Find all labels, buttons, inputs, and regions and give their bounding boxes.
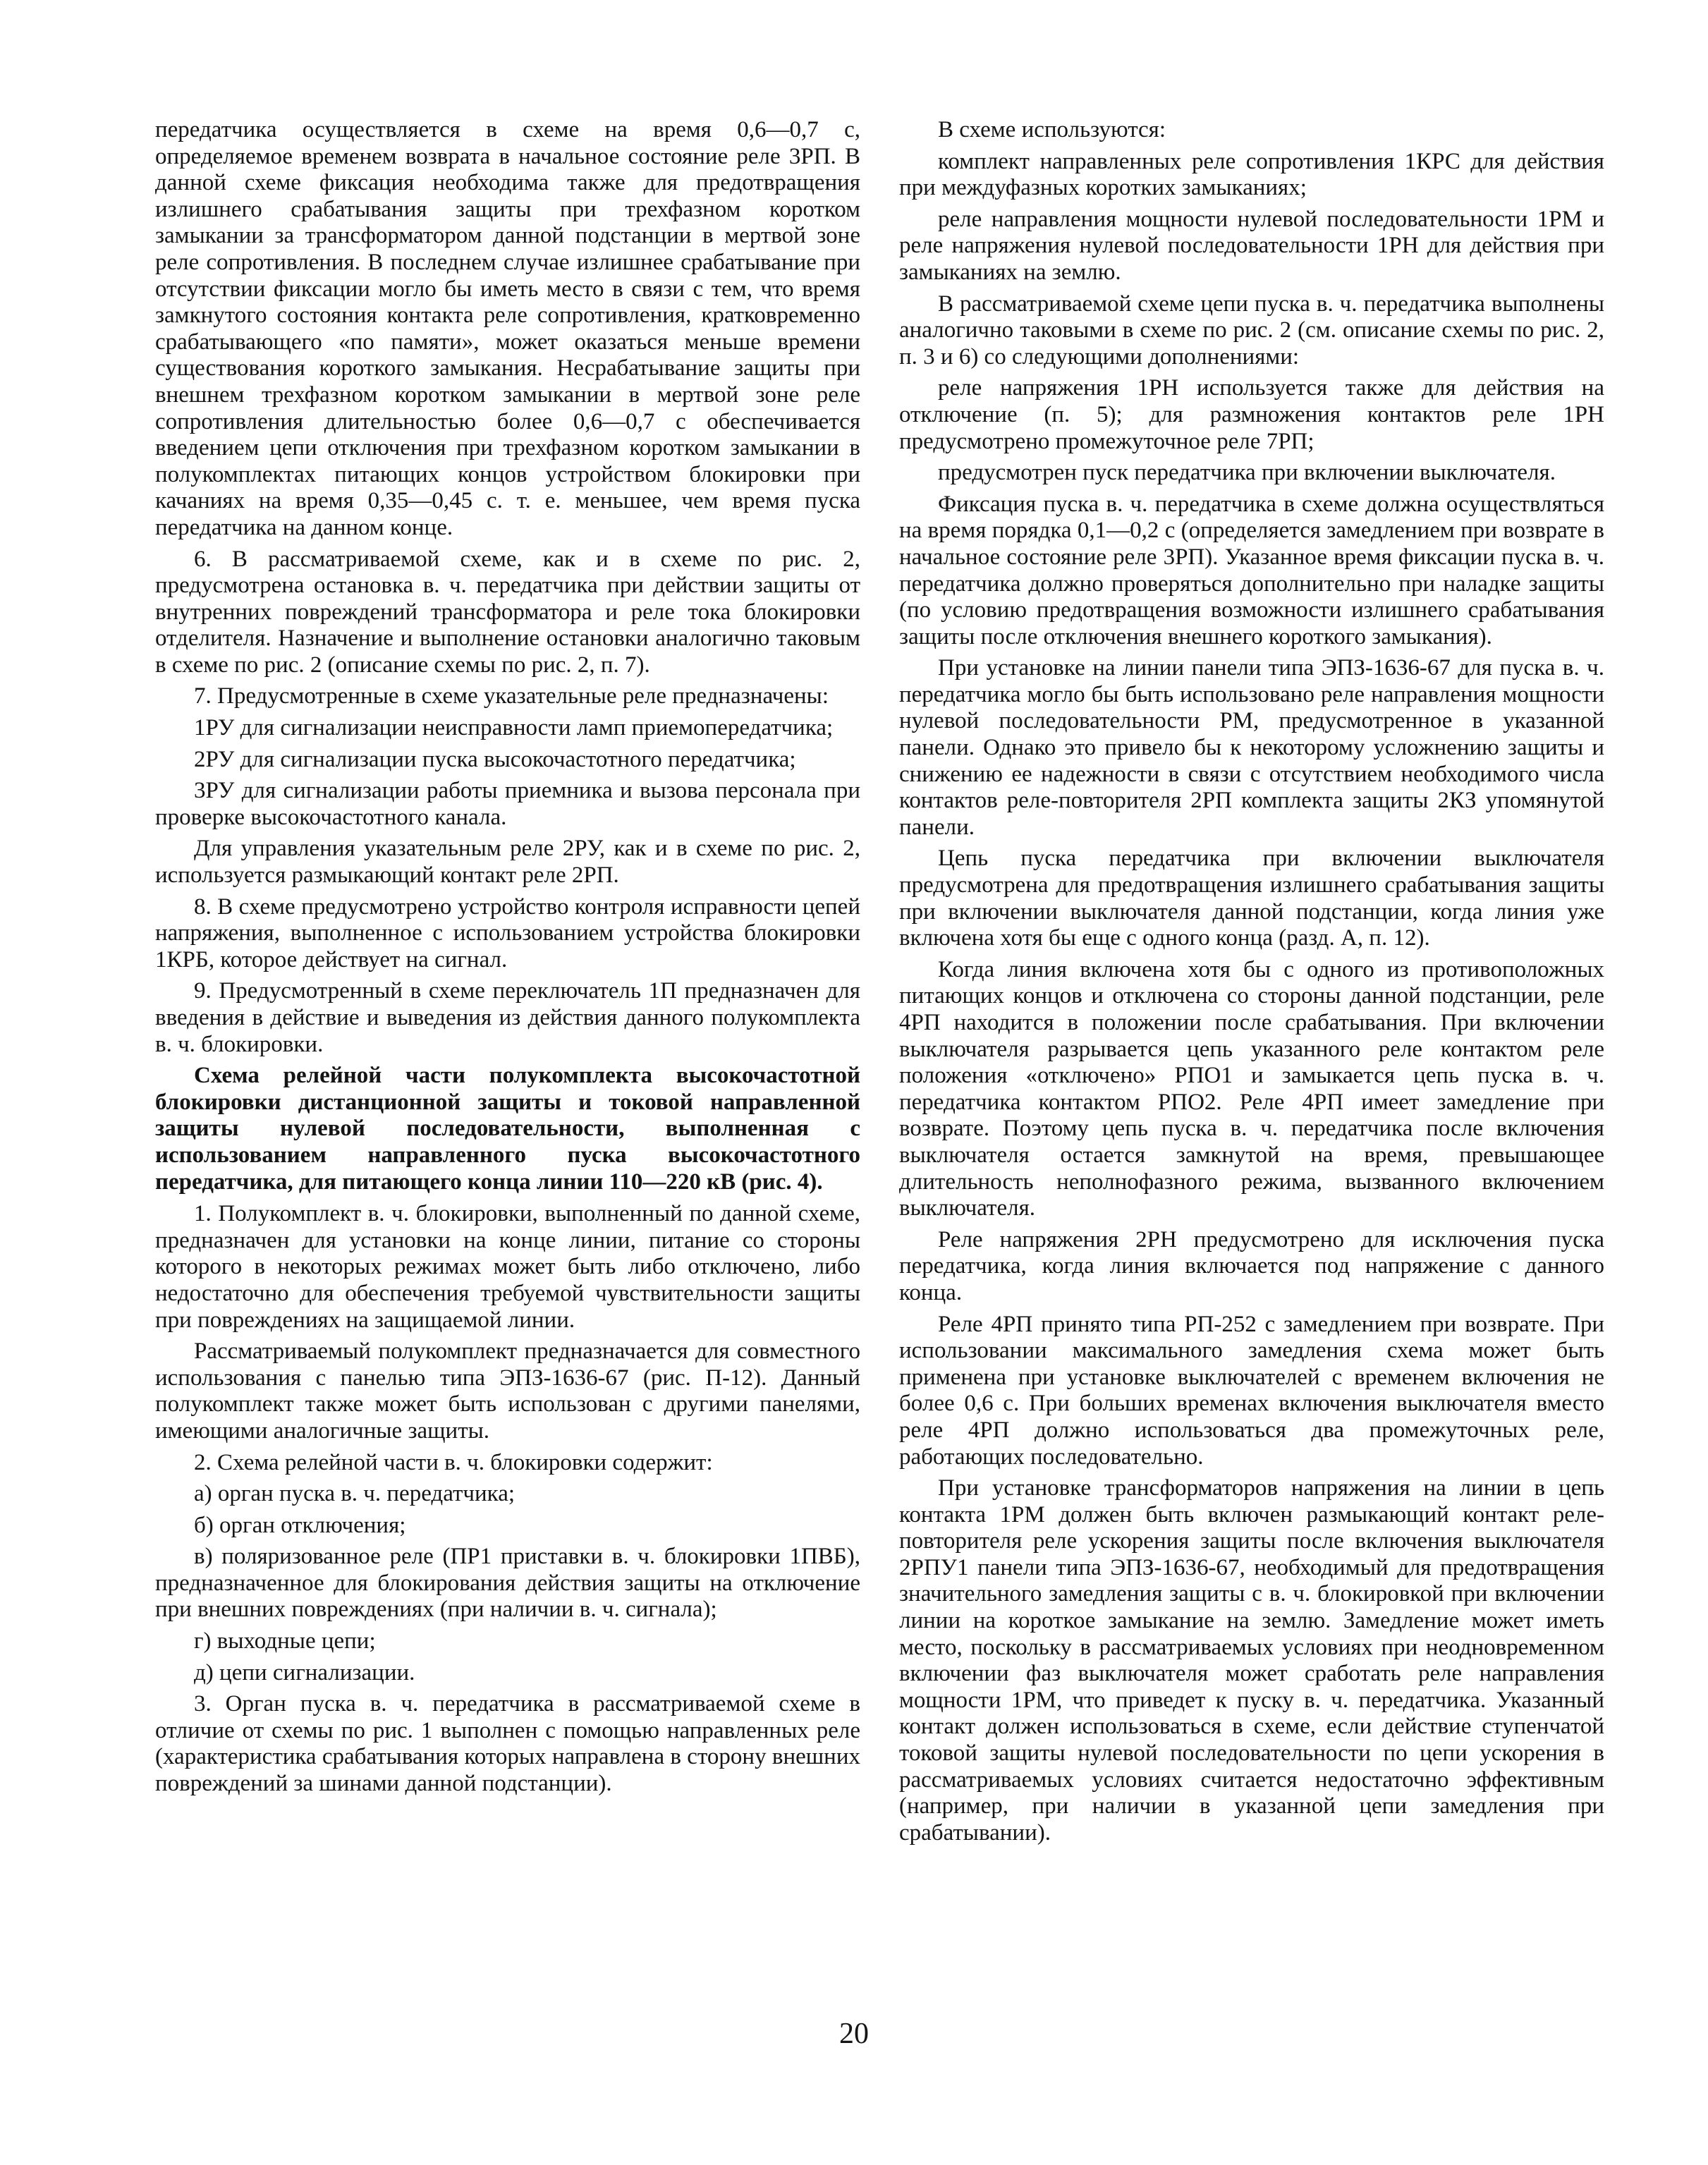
paragraph: В рассматриваемой схеме цепи пуска в. ч. передатчика выполнены аналогично таковыми в схеме по рис. 2 (см. описание схемы по рис. 2, п. 3 и 6) со следующими дополнениями: <box>899 291 1604 370</box>
paragraph: 8. В схеме предусмотрено устройство контроля исправности цепей напряжения, выполненное с использованием устройства блокировки 1КРБ, которое действует на сигнал. <box>155 894 860 972</box>
list-item: 3РУ для сигнализации работы приемника и вызова персонала при проверке высокочастотного канала. <box>155 778 860 830</box>
paragraph: 3. Орган пуска в. ч. передатчика в рассматриваемой схеме в отличие от схемы по рис. 1 выполнен с помощью направленных реле (характеристика срабатывания которых направлена в сторону внешних повреждений за шинами данной подстанции). <box>155 1691 860 1797</box>
list-item: реле напряжения 1РН используется также для действия на отключение (п. 5); для размножения контактов реле 1РН предусмотрено промежуточное реле 7РП; <box>899 375 1604 454</box>
paragraph: Реле напряжения 2РН предусмотрено для исключения пуска передатчика, когда линия включается под напряжение с данного конца. <box>899 1226 1604 1305</box>
paragraph: Цепь пуска передатчика при включении выключателя предусмотрена для предотвращения излишнего срабатывания защиты при включении выключателя данной подстанции, когда линия уже включена хотя бы еще с одного конца (разд. А, п. 12). <box>899 846 1604 951</box>
right-column <box>899 117 1604 1851</box>
paragraph: 6. В рассматриваемой схеме, как и в схеме по рис. 2, предусмотрена остановка в. ч. передатчика при действии защиты от внутренних повреждений трансформатора и реле тока блокировки отделителя. Назначение и выполнение остановки аналогично таковым в схеме по рис. 2 (описание схемы по рис. 2, п. 7). <box>155 546 860 678</box>
list-item: б) орган отключения; <box>194 1512 406 1538</box>
paragraph: При установке на линии панели типа ЭПЗ-1636-67 для пуска в. ч. передатчика могло бы быть использовано реле направления мощности нулевой последовательности РМ, предусмотренное в указанной панели. Однако это привело бы к некоторому усложнению защиты и снижению ее надежности в связи с отсутствием необходимого числа контактов реле-повторителя 2РП комплекта защиты 2КЗ упомянутой панели. <box>899 655 1604 840</box>
paragraph: Рассматриваемый полукомплект предназначается для совместного использования с панелью типа ЭПЗ-1636-67 (рис. П-12). Данный полукомплект также может быть использован с другими панелями, имеющими аналогичные защиты. <box>155 1338 860 1444</box>
list-item: реле направления мощности нулевой последовательности 1РМ и реле напряжения нулевой последовательности 1РН для действия при замыканиях на землю. <box>899 206 1604 285</box>
left-column <box>155 117 860 1803</box>
list-item: комплект направленных реле сопротивления 1КРС для действия при междуфазных коротких замыканиях; <box>899 148 1604 201</box>
paragraph: 1. Полукомплект в. ч. блокировки, выполненный по данной схеме, предназначен для установки на конце линии, питание со стороны которого в некоторых режимах может быть либо отключено, либо недостаточно для обеспечения требуемой чувствительности защиты при повреждениях на защищаемой линии. <box>155 1201 860 1333</box>
list-item: 2РУ для сигнализации пуска высокочастотного передатчика; <box>194 746 796 772</box>
paragraph: передатчика осуществляется в схеме на время 0,6—0,7 с, определяемое временем возврата в начальное состояние реле 3РП. В данной схеме фиксация необходима также для предотвращения излишнего срабатывания защиты при трехфазном коротком замыкании за трансформатором данной подстанции в мертвой зоне реле сопротивления. В последнем случае излишнее срабатывание при отсутствии фиксации могло бы иметь место в связи с тем, что время замкнутого состояния контакта реле сопротивления, кратковременно срабатывающего «по памяти», может оказаться меньше времени существования короткого замыкания. Несрабатывание защиты при внешнем трехфазном коротком замыкании в мертвой зоне реле сопротивления длительностью более 0,6—0,7 с обеспечивается введением цепи отключения при трехфазном коротком замыкании в полукомплектах питающих концов устройством блокировки при качаниях на время 0,35—0,45 с. т. е. меньшее, чем время пуска передатчика на данном конце. <box>155 117 860 540</box>
paragraph: Когда линия включена хотя бы с одного из противоположных питающих концов и отключена со стороны данной подстанции, реле 4РП находится в положении после срабатывания. При включении выключателя разрывается цепь указанного реле контактом реле положения «отключено» РПО1 и замыкается цепь пуска в. ч. передатчика контактом РПО2. Реле 4РП имеет замедление при возврате. Поэтому цепь пуска в. ч. передатчика после включения выключателя остается замкнутой на время, превышающее длительность неполнофазного режима, вызванного включением выключателя. <box>899 956 1604 1221</box>
paragraph: 7. Предусмотренные в схеме указательные реле предназначены: <box>194 683 829 709</box>
list-item: в) поляризованное реле (ПР1 приставки в. ч. блокировки 1ПВБ), предназначенное для блокирования действия защиты на отключение при внешних повреждениях (при наличии в. ч. сигнала); <box>155 1544 860 1623</box>
list-item: предусмотрен пуск передатчика при включении выключателя. <box>938 460 1556 486</box>
paragraph: 2. Схема релейной части в. ч. блокировки содержит: <box>194 1449 713 1475</box>
paragraph: Для управления указательным реле 2РУ, как и в схеме по рис. 2, используется размыкающий контакт реле 2РП. <box>155 836 860 889</box>
page-number: 20 <box>839 2018 869 2050</box>
paragraph: 9. Предусмотренный в схеме переключатель 1П предназначен для введения в действие и выведения из действия данного полукомплекта в. ч. блокировки. <box>155 978 860 1057</box>
list-item: 1РУ для сигнализации неисправности ламп приемопередатчика; <box>194 715 834 741</box>
list-item: г) выходные цепи; <box>194 1628 376 1654</box>
paragraph: Фиксация пуска в. ч. передатчика в схеме должна осуществляться на время порядка 0,1—0,2 с (определяется замедлением при возврате в начальное состояние реле 3РП). Указанное время фиксации пуска в. ч. передатчика должно проверяться дополнительно при наладке защиты (по условию предотвращения возможности излишнего срабатывания защиты после отключения внешнего короткого замыкания). <box>899 491 1604 650</box>
paragraph: Реле 4РП принято типа РП-252 с замедлением при возврате. При использовании максимального замедления схема может быть применена при установке выключателей с временем включения не более 0,6 с. При больших временах включения выключателя вместо реле 4РП должно использоваться два промежуточных реле, работающих последовательно. <box>899 1311 1604 1470</box>
list-item: а) орган пуска в. ч. передатчика; <box>194 1481 516 1507</box>
paragraph: В схеме используются: <box>938 117 1166 142</box>
paragraph: При установке трансформаторов напряжения на линии в цепь контакта 1РМ должен быть включен размыкающий контакт реле-повторителя реле ускорения защиты после включения выключателя 2РПУ1 панели типа ЭПЗ-1636-67, необходимый для предотвращения значительного замедления защиты с в. ч. блокировкой при включении линии на короткое замыкание на землю. Замедление может иметь место, поскольку в рассматриваемых условиях при неодновременном включении фаз выключателя может сработать реле направления мощности 1РМ, что приведет к пуску в. ч. передатчика. Указанный контакт должен использоваться в схеме, если действие ступенчатой токовой защиты нулевой последовательности по цепи ускорения в рассматриваемых условиях считается недостаточно эффективным (например, при наличии в указанной цепи замедления при срабатывании). <box>899 1475 1604 1846</box>
section-heading: Схема релейной части полукомплекта высокочастотной блокировки дистанционной защиты и токовой направленной защиты нулевой последовательности, выполненная с использованием направленного пуска высокочастотного передатчика, для питающего конца линии 110—220 кВ (рис. 4). <box>155 1063 860 1195</box>
list-item: д) цепи сигнализации. <box>194 1659 415 1685</box>
